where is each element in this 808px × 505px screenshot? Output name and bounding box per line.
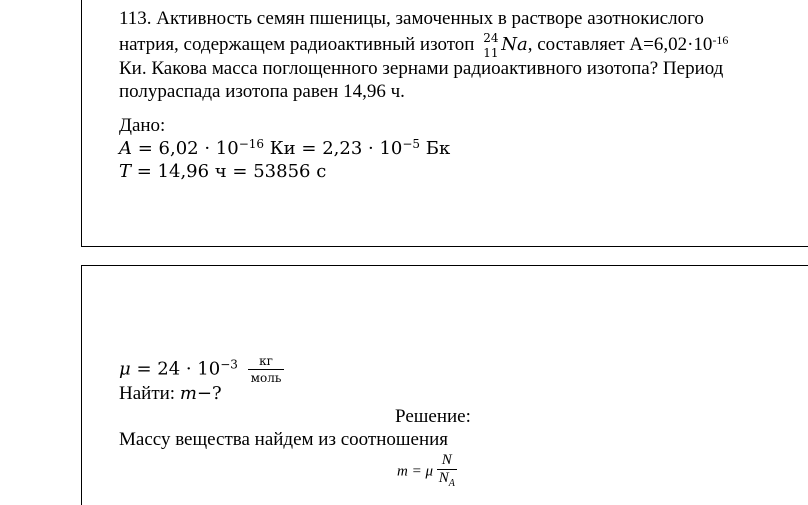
given-molar-mass: $\mu = 24 \cdot 10^{-3}$ $\frac{кг}{\text{моль}}$ xyxy=(119,354,284,385)
solution-formula: m = μ $\frac{N}{N_A}$ xyxy=(397,452,457,492)
given-halflife: T = 14,96 ч = 53856 с xyxy=(119,161,327,182)
given-activity: $A = 6,02 \cdot 10^{-16}$ Ки = $2,23 \cdot 10^{-5}$ Бк xyxy=(119,137,451,159)
solution-heading: Решение: xyxy=(395,406,471,427)
formula-fraction: $\frac{N}{N_A}$ xyxy=(438,452,455,489)
isotope-notation: 24 11 xyxy=(483,31,499,60)
problem-line-3: Ки. Какова масса поглощенного зернами радиоактивного изотопа? Период xyxy=(119,58,724,79)
problem-line-4: полураспада изотопа равен 14,96 ч. xyxy=(119,81,405,102)
find-line: Найти: m−? xyxy=(119,383,222,404)
solution-text: Массу вещества найдем из соотношения xyxy=(119,429,449,450)
unit-fraction: $\frac{кг}{\text{моль}}$ xyxy=(248,354,285,385)
problem-line-2: натрия, содержащем радиоактивный изотоп 24 11 Na, составляет $А=6,02\cdot 10^{-16}$ xyxy=(119,31,729,60)
given-heading: Дано: xyxy=(119,115,166,136)
problem-line-1: 113. Активность семян пшеницы, замоченных в растворе азотнокислого xyxy=(119,8,704,29)
